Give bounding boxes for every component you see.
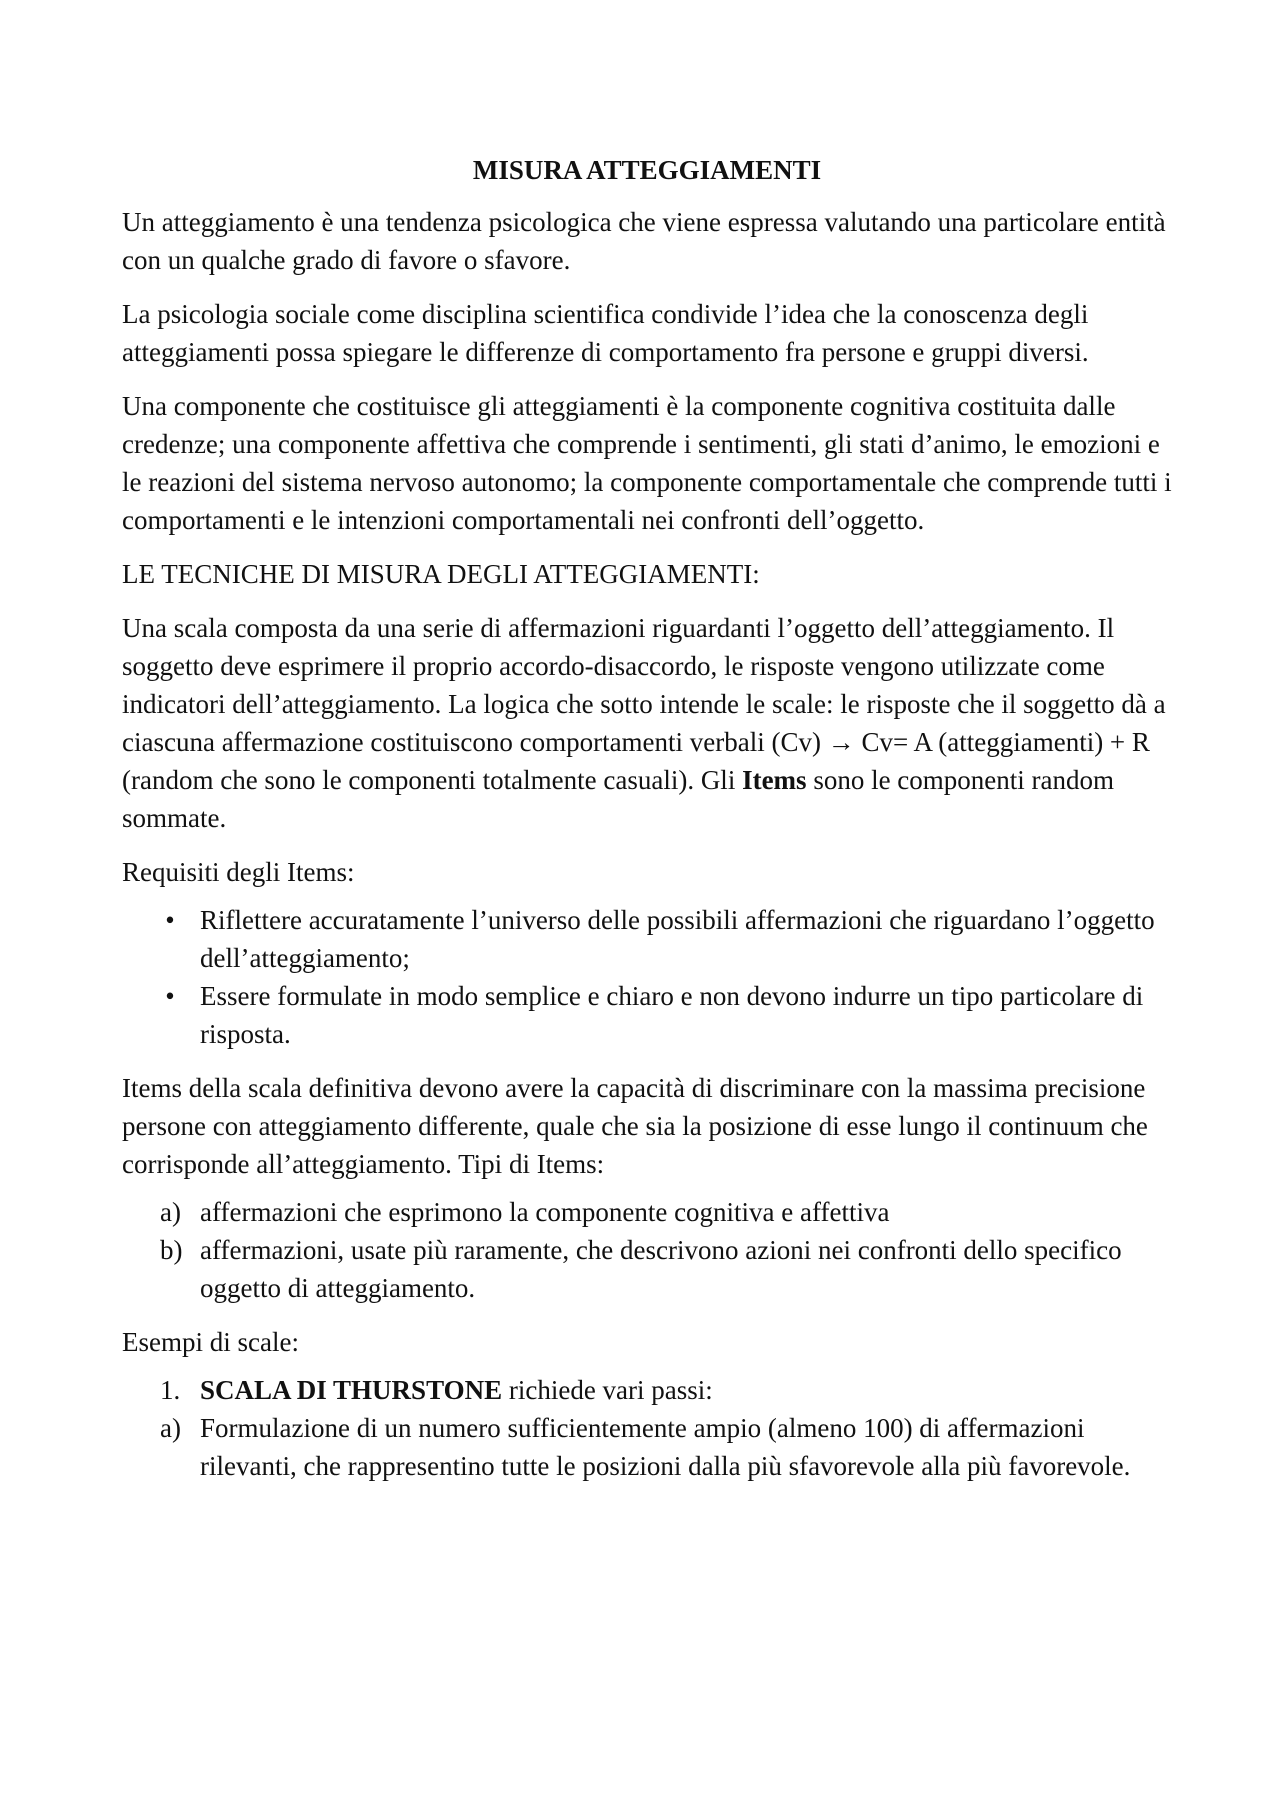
list-marker: 1.: [160, 1375, 181, 1405]
list-item: [122, 1231, 1172, 1307]
examples-list: [122, 1371, 1172, 1485]
thurstone-scale-rest: richiede vari passi:: [502, 1375, 713, 1405]
examples-heading: Esempi di scale:: [122, 1327, 299, 1357]
list-item-text: affermazioni che esprimono la componente cognitiva e affettiva: [200, 1197, 890, 1227]
bullet-icon: •: [165, 905, 175, 935]
items-bold-term: Items: [742, 765, 807, 795]
requirements-heading: Requisiti degli Items:: [122, 857, 355, 887]
section-heading-techniques: LE TECNICHE DI MISURA DEGLI ATTEGGIAMENTI:: [122, 559, 760, 589]
scale-logic-text-1: Una scala composta da una serie di affermazioni riguardanti l’oggetto dell’atteggiamento. Il soggetto deve esprimere il proprio accordo-disaccordo, le risposte vengono utilizzate come indicatori dell’atteggiamento. La logica che sotto intende le scale: le risposte che il soggetto dà a ciascuna affermazione costituiscono comportamenti verbali (Cv): [122, 613, 1166, 757]
requirements-list: [122, 901, 1172, 1053]
bullet-icon: •: [165, 981, 175, 1011]
list-item-text: [200, 1375, 713, 1405]
list-item-text: Essere formulate in modo semplice e chiaro e non devono indurre un tipo particolare di risposta.: [200, 981, 1144, 1049]
list-item-text: affermazioni, usate più raramente, che descrivono azioni nei confronti dello specifico oggetto di atteggiamento.: [200, 1235, 1122, 1303]
document-title: MISURA ATTEGGIAMENTI: [472, 155, 822, 185]
scale-logic-text-3: sono le componenti random sommate.: [122, 765, 1115, 833]
list-item: [122, 1193, 1172, 1231]
list-item-text: Riflettere accuratamente l’universo delle possibili affermazioni che riguardano l’oggetto dell’atteggiamento;: [200, 905, 1155, 973]
list-item-text: Formulazione di un numero sufficientemente ampio (almeno 100) di affermazioni rilevanti, che rappresentino tutte le posizioni dalla più sfavorevole alla più favorevole.: [200, 1413, 1131, 1481]
paragraph-items-discrimination: Items della scala definitiva devono avere la capacità di discriminare con la massima precisione persone con atteggiamento differente, quale che sia la posizione di esse lungo il continuum che corrisponde all’atteggiamento. Tipi di Items:: [122, 1073, 1148, 1179]
list-marker: b): [160, 1235, 183, 1265]
scale-logic-text-2: Cv= A (atteggiamenti) + R (random che sono le componenti totalmente casuali). Gli: [122, 727, 1150, 795]
document-body: [122, 151, 1172, 1485]
paragraph-components: Una componente che costituisce gli atteggiamenti è la componente cognitiva costituita dalle credenze; una componente affettiva che comprende i sentimenti, gli stati d’animo, le emozioni e le reazioni del sistema nervoso autonomo; la componente comportamentale che comprende tutti i comportamenti e le intenzioni comportamentali nei confronti dell’oggetto.: [122, 391, 1172, 535]
paragraph-definition: Un atteggiamento è una tendenza psicologica che viene espressa valutando una particolare entità con un qualche grado di favore o sfavore.: [122, 207, 1166, 275]
list-item: [122, 1409, 1172, 1485]
thurstone-scale-title: SCALA DI THURSTONE: [200, 1375, 503, 1405]
list-item: [122, 1371, 1172, 1409]
list-marker: a): [160, 1197, 181, 1227]
list-item: [122, 977, 1172, 1053]
item-types-list: [122, 1193, 1172, 1307]
list-item: [122, 901, 1172, 977]
arrow-right-icon: →: [827, 727, 855, 757]
list-marker: a): [160, 1413, 181, 1443]
paragraph-social-psychology: La psicologia sociale come disciplina scientifica condivide l’idea che la conoscenza degli atteggiamenti possa spiegare le differenze di comportamento fra persone e gruppi diversi.: [122, 299, 1089, 367]
paragraph-scale-logic: [122, 609, 1172, 837]
